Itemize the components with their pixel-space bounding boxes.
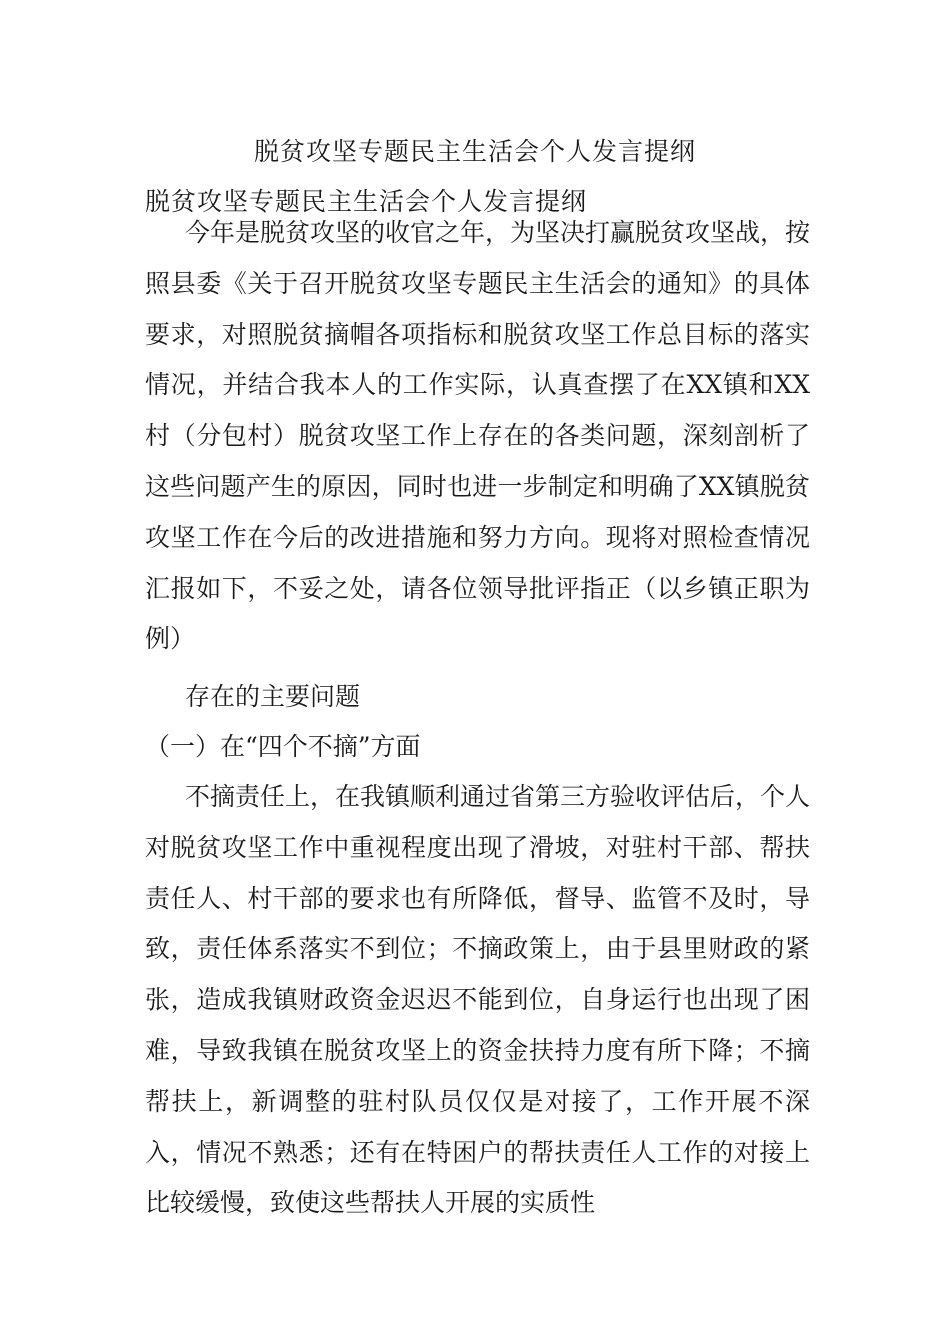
- document-subtitle: 脱贫攻坚专题民主生活会个人发言提纲: [145, 187, 588, 216]
- body-paragraph: 不摘责任上，在我镇顺利通过省第三方验收评估后，个人对脱贫攻坚工作中重视程度出现了滑坡，对驻村干部、帮扶责任人、村干部的要求也有所降低，督导、监管不及时，导致，责任体系落实不到位；不摘政策上，由于县里财政的紧张，造成我镇财政资金迟迟不能到位，自身运行也出现了困难，导致我镇在脱贫攻坚上的资金扶持力度有所下降；不摘帮扶上，新调整的驻村队员仅仅是对接了，工作开展不深入，情况不熟悉；还有在特困户的帮扶责任人工作的对接上比较缓慢，致使这些帮扶人开展的实质性: [145, 782, 811, 1218]
- subsection-heading: （一）在“四个不摘”方面: [145, 732, 421, 761]
- section-heading: 存在的主要问题: [185, 682, 361, 711]
- intro-paragraph: 今年是脱贫攻坚的收官之年，为坚决打赢脱贫攻坚战，按照县委《关于召开脱贫攻坚专题民主生活会的通知》的具体要求，对照脱贫摘帽各项指标和脱贫攻坚工作总目标的落实情况，并结合我本人的工作实际，认真查摆了在XX镇和XX村（分包村）脱贫攻坚工作上存在的各类问题，深刻剖析了这些问题产生的原因，同时也进一步制定和明确了XX镇脱贫攻坚工作在今后的改进措施和努力方向。现将对照检查情况汇报如下，不妥之处，请各位领导批评指正（以乡镇正职为例）: [145, 218, 811, 654]
- document-title: 脱贫攻坚专题民主生活会个人发言提纲: [253, 137, 696, 166]
